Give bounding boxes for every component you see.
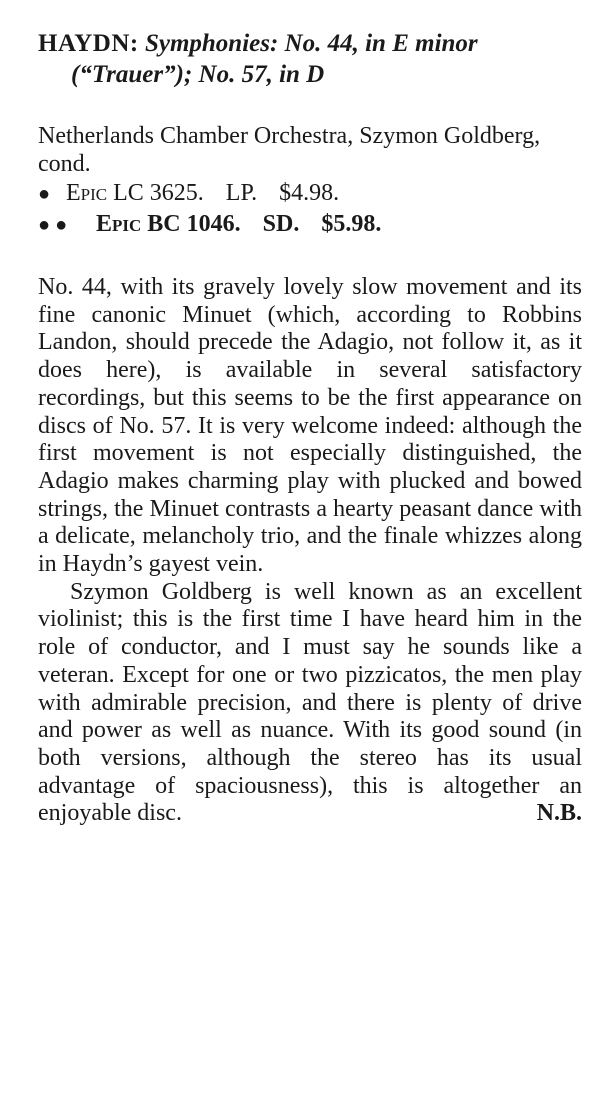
release-format: LP. bbox=[225, 180, 258, 206]
performers-credit: Netherlands Chamber Orchestra, Szymon Goldberg, cond. bbox=[38, 123, 541, 177]
review-paragraph-2 bbox=[38, 579, 582, 828]
catalog-number: LC 3625. bbox=[113, 180, 204, 206]
review-paragraph-2-text: Szymon Goldberg is well known as an excellent violinist; this is the first time I have heard him in the role of conductor, and I must say he sounds like a veteran. Except for one or two pizzicatos, the men play with admirable precision, and there is plenty of drive and power as well as nuance. With its good sound (in both versions, although the stereo has its usual advantage of spaciousness), this is altogether an enjoyable disc. bbox=[38, 578, 582, 827]
works-title-line1: Symphonies: No. 44, in E minor bbox=[144, 30, 478, 57]
record-headline bbox=[38, 28, 582, 90]
release-format: SD. bbox=[262, 211, 300, 237]
stereo-bullet-icon: ● ● bbox=[38, 214, 68, 236]
mono-bullet-icon: ● bbox=[38, 183, 51, 205]
review-paragraph-1: No. 44, with its gravely lovely slow movement and its fine canonic Minuet (which, according to Robbins Landon, should precede the Adagio, not follow it, as it does here), is available in several satisfactory recordings, but this seems to be the first appearance on discs of No. 57. It is very welcome indeed: although the first movement is not especially distinguished, the Adagio makes charming play with plucked and bowed strings, the Minuet contrasts a hearty peasant dance with a delicate, melancholy trio, and the finale whizzes along in Haydn’s gayest vein. bbox=[38, 274, 582, 578]
works-title-line2: (“Trauer”); No. 57, in D bbox=[71, 61, 325, 88]
release-price: $5.98. bbox=[321, 211, 382, 237]
release-stereo bbox=[38, 209, 582, 240]
catalog-number: BC 1046. bbox=[147, 211, 241, 237]
release-label: Epic bbox=[96, 211, 142, 237]
reviewer-initials: N.B. bbox=[536, 800, 582, 827]
composer-name: HAYDN: bbox=[38, 30, 139, 57]
review-body bbox=[38, 274, 582, 828]
release-price: $4.98. bbox=[279, 180, 340, 206]
release-mono bbox=[38, 178, 582, 209]
release-label: Epic bbox=[66, 180, 108, 206]
